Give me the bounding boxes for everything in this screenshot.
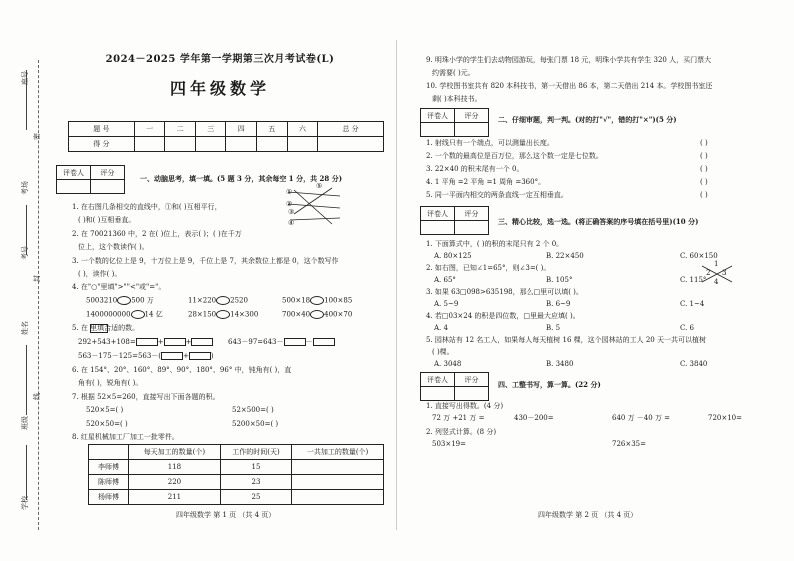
vertical-calc-item: 503×19= — [432, 440, 466, 448]
question-3-line-1: 3. 一个数的亿位上是 9，十万位上是 9，千位上是 7，其余数位上都是 0，这个数写作 — [72, 257, 339, 265]
exam-title: 2024－2025 学年第一学期第三次月考试卷(L) — [105, 54, 335, 65]
question-9-line-1: 9. 明珠小学的学生们去动物园游玩，每张门票 18 元，明珠小学共有学生 320 人，买门票大 — [426, 56, 712, 64]
grade-entry[interactable] — [455, 221, 489, 235]
judge-answer-paren[interactable]: ( ) — [700, 178, 708, 186]
seat-write-line — [26, 70, 27, 130]
compare-row: 28×150 14×300 — [188, 310, 259, 319]
score-entry-cell[interactable] — [226, 137, 257, 152]
margin-class-label: 班级 — [21, 416, 29, 430]
fill-box[interactable] — [164, 338, 186, 346]
subsection-2-title: 2. 列竖式计算。(8 分) — [426, 428, 497, 436]
judge-answer-paren[interactable]: ( ) — [700, 165, 708, 173]
choice-option: B. 6~9 — [546, 300, 571, 308]
work-days: 25 — [220, 490, 291, 505]
direct-calc-item: 430－200= — [514, 414, 554, 422]
question-7: 7. 根据 52×5=260，直接写出下面各题的积。 — [72, 393, 220, 401]
judge-item: 3. 22×40 的积末尾有一个 0。 — [426, 165, 524, 173]
question-2-line-1: 2. 在 70021360 中，2 在( )位上，表示( )；( )在千万 — [72, 230, 242, 238]
fill-expression-2: 643－97=643－ － — [228, 338, 335, 347]
student-no-write-line — [26, 205, 27, 255]
score-header-cell: 三 — [195, 122, 226, 137]
question-1-line-2: ( )和( )互相垂直。 — [78, 216, 136, 224]
choice-question-1: 1. 下面算式中，( )的积的末尾只有 2 个 0。 — [426, 240, 564, 248]
grader-box-2 — [420, 108, 489, 137]
fill-box[interactable] — [284, 338, 306, 346]
score-header-cell: 四 — [226, 122, 257, 137]
daily-count: 118 — [129, 460, 221, 475]
grader-box-4 — [420, 372, 489, 401]
grader-label: 评卷人 — [421, 109, 455, 123]
page-fold — [396, 40, 397, 530]
grader-box-1 — [56, 165, 125, 194]
fill-box[interactable] — [189, 352, 211, 360]
fill-expression-3: 563－175－125=563－( + ) — [78, 352, 214, 360]
grader-entry[interactable] — [421, 123, 455, 137]
choice-question-5-line-2: ( )棵。 — [432, 348, 454, 356]
margin-name-label: 姓名 — [21, 321, 29, 335]
table-row — [89, 475, 384, 490]
compare-circle[interactable] — [310, 296, 324, 305]
name-write-line — [26, 345, 27, 415]
fill-expression-1: 292+543+108= + + — [78, 338, 213, 347]
compare-row: 500×18 100×85 — [282, 296, 353, 305]
compare-row: 11×220 2520 — [188, 296, 248, 305]
score-header-cell: 二 — [165, 122, 196, 137]
choice-option: B. 3480 — [546, 360, 574, 368]
angle-label: 3 — [722, 269, 727, 277]
compare-circle[interactable] — [216, 310, 230, 319]
table-header-cell: 每天加工的数量(个) — [129, 445, 221, 460]
grade-label: 评分 — [455, 109, 489, 123]
table-row — [89, 490, 384, 505]
judge-item: 4. 1 平角 =2 平角 =1 周角 =360°。 — [426, 178, 546, 186]
work-days: 15 — [220, 460, 291, 475]
seal-line — [38, 60, 39, 530]
grade-entry[interactable] — [455, 387, 489, 401]
worker-name: 陈师傅 — [89, 475, 129, 490]
compare-circle[interactable] — [131, 310, 145, 319]
fill-box[interactable] — [136, 338, 158, 346]
judge-answer-paren[interactable]: ( ) — [700, 191, 708, 199]
angle-label: 1 — [714, 260, 719, 268]
compare-circle[interactable] — [117, 296, 131, 305]
score-entry-cell[interactable] — [318, 137, 384, 152]
product-item: 52×500=( ) — [232, 406, 274, 414]
question-1-line-1: 1. 在右图几条相交的直线中，①和( )互相平行， — [72, 203, 222, 211]
seal-char-3: 线 — [33, 393, 41, 400]
total-count-answer[interactable] — [292, 460, 384, 475]
choice-question-4: 4. 若□03×24 的积是四位数，□里最大应填( )。 — [426, 312, 580, 320]
score-header-cell: 一 — [134, 122, 165, 137]
grader-entry[interactable] — [421, 221, 455, 235]
grade-label: 评分 — [455, 373, 489, 387]
fill-box[interactable] — [161, 352, 183, 360]
subject-title: 四年级数学 — [169, 79, 270, 98]
subsection-1-title: 1. 直接写出得数。(4 分) — [426, 402, 504, 410]
score-header-cell: 五 — [257, 122, 288, 137]
choice-option: B. 5 — [546, 324, 561, 332]
table-row — [89, 460, 384, 475]
table-header-cell: 工作的时间(天) — [220, 445, 291, 460]
seal-char-1: 密 — [33, 133, 41, 140]
line-label-4: ④ — [288, 219, 295, 227]
seal-char-2: 封 — [33, 275, 41, 282]
question-2-line-2: 位上，这个数读作( )。 — [78, 243, 149, 251]
score-entry-cell[interactable] — [257, 137, 288, 152]
daily-count: 220 — [129, 475, 221, 490]
binding-margin — [8, 60, 48, 530]
line-label-3: ③ — [288, 208, 295, 216]
choice-option: B. 22×450 — [546, 252, 584, 260]
judge-item: 1. 射线只有一个端点，可以测量出长度。 — [426, 139, 554, 147]
judge-item: 2. 一个数的最高位是百万位，那么这个数一定是七位数。 — [426, 152, 603, 160]
score-entry-cell[interactable] — [165, 137, 196, 152]
compare-circle[interactable] — [216, 296, 230, 305]
question-6-line-2: 角有( )，锐角有( )。 — [78, 379, 143, 387]
section-4-title: 四、工整书写，算一算。(22 分) — [498, 380, 601, 389]
choice-option: A. 65° — [434, 276, 456, 284]
grader-label: 评卷人 — [421, 207, 455, 221]
table-header-cell: 一共加工的数量(个) — [292, 445, 384, 460]
section-2-title: 二、仔细审题，判一判。(对的打"√"，错的打"×")(5 分) — [498, 115, 677, 124]
choice-option: C. 60×150 — [680, 252, 718, 260]
choice-option: A. 80×125 — [434, 252, 472, 260]
score-header-cell: 六 — [287, 122, 318, 137]
grader-entry[interactable] — [421, 387, 455, 401]
grade-entry[interactable] — [91, 180, 125, 194]
score-entry-cell[interactable] — [195, 137, 226, 152]
score-entry-cell[interactable] — [134, 137, 165, 152]
margin-school-label: 学校 — [21, 496, 29, 510]
choice-option: C. 1~4 — [680, 300, 705, 308]
table-header-cell — [89, 445, 129, 460]
workers-table — [88, 444, 384, 505]
angle-label: 2 — [706, 269, 711, 277]
question-6-line-1: 6. 在 154°、20°、160°、89°、90°、180°、96° 中，钝角有( )，直 — [72, 366, 292, 374]
grader-entry[interactable] — [57, 180, 91, 194]
line-label-1: ① — [286, 188, 293, 196]
angle-label: 4 — [714, 278, 719, 286]
page-1-footer: 四年级数学 第 1 页 （共 4 页） — [176, 511, 276, 519]
question-5: 5. 在 里填合适的数。 — [72, 324, 140, 332]
score-row-label: 得 分 — [69, 137, 135, 152]
grader-label: 评卷人 — [57, 166, 91, 180]
choice-option: C. 6 — [680, 324, 695, 332]
score-table — [68, 121, 384, 152]
grader-label: 评卷人 — [421, 373, 455, 387]
choice-question-2: 2. 如右图，已知∠1=65°，则∠3=( )。 — [426, 264, 551, 272]
direct-calc-item: 640 万 －40 万 = — [612, 414, 671, 422]
line-label-2: ② — [286, 200, 293, 208]
score-header-cell: 总 分 — [318, 122, 384, 137]
line-label-5: ⑤ — [316, 182, 323, 190]
compare-row: 700×40 400×70 — [282, 310, 353, 319]
score-entry-cell[interactable] — [287, 137, 318, 152]
margin-seat-label: 座号 — [21, 71, 29, 85]
choice-question-5-line-1: 5. 园林站有 12 名工人，如果每人每天植树 16 棵，这个园林站的工人 20 天一共可以植树 — [426, 336, 706, 344]
section-1-title: 一、动脑思考，填一填。(5 题 3 分，其余每空 1 分，共 28 分) — [140, 174, 343, 183]
fill-box[interactable] — [313, 338, 335, 346]
question-4: 4. 在"○"里填">""<"或"="。 — [72, 283, 166, 291]
choice-option: A. 5~9 — [434, 300, 459, 308]
judge-answer-paren[interactable]: ( ) — [700, 139, 708, 147]
score-header-cell: 题 号 — [69, 122, 135, 137]
daily-count: 211 — [129, 490, 221, 505]
choice-option: A. 4 — [434, 324, 448, 332]
total-count-answer[interactable] — [292, 490, 384, 505]
work-days: 23 — [220, 475, 291, 490]
question-9-line-2: 约需要( )元。 — [432, 69, 475, 77]
fill-box-sample — [90, 324, 108, 333]
compare-circle[interactable] — [310, 310, 324, 319]
product-item: 5200×50=( ) — [232, 420, 279, 428]
choice-option: A. 3048 — [434, 360, 462, 368]
direct-calc-item: 72 万 +21 万 = — [432, 414, 485, 422]
question-3-line-2: ( )，读作( )。 — [78, 270, 122, 278]
product-item: 520×5=( ) — [86, 406, 124, 414]
worker-name: 杨师傅 — [89, 490, 129, 505]
grader-box-3 — [420, 206, 489, 235]
vertical-calc-item: 726×35= — [612, 440, 646, 448]
grade-entry[interactable] — [455, 123, 489, 137]
question-8: 8. 红星机械加工厂加工一批零件。 — [72, 433, 179, 441]
judge-answer-paren[interactable]: ( ) — [700, 152, 708, 160]
question-10-line-1: 10. 学校图书室共有 820 本科技书，第一天借出 86 本，第二天借出 214 本。学校图书室还 — [426, 82, 713, 90]
choice-option: B. 105° — [546, 276, 573, 284]
direct-calc-item: 720×10= — [708, 414, 742, 422]
margin-student-no-label: 考号 — [21, 246, 29, 260]
judge-item: 5. 同一平面内相交的两条直线一定互相垂直。 — [426, 191, 568, 199]
margin-exam-room-label: 考场 — [21, 181, 29, 195]
compare-row: 5003210 500 万 — [86, 296, 154, 305]
choice-option: C. 115° — [680, 276, 707, 284]
worker-name: 李师傅 — [89, 460, 129, 475]
grade-label: 评分 — [455, 207, 489, 221]
page-2-footer: 四年级数学 第 2 页 （共 4 页） — [538, 511, 638, 519]
fill-box[interactable] — [191, 338, 213, 346]
choice-question-3: 3. 如果 63□098>635198，那么□里可以填( )。 — [426, 288, 583, 296]
compare-row: 1400000000 14 亿 — [86, 310, 163, 319]
class-write-line — [26, 445, 27, 500]
total-count-answer[interactable] — [292, 475, 384, 490]
grade-label: 评分 — [91, 166, 125, 180]
choice-option: C. 3840 — [680, 360, 708, 368]
question-10-line-2: 剩( )本科技书。 — [432, 95, 482, 103]
product-item: 520×50=( ) — [86, 420, 128, 428]
section-3-title: 三、精心比较，选一选。(将正确答案的序号填在括号里)(10 分) — [498, 217, 699, 226]
